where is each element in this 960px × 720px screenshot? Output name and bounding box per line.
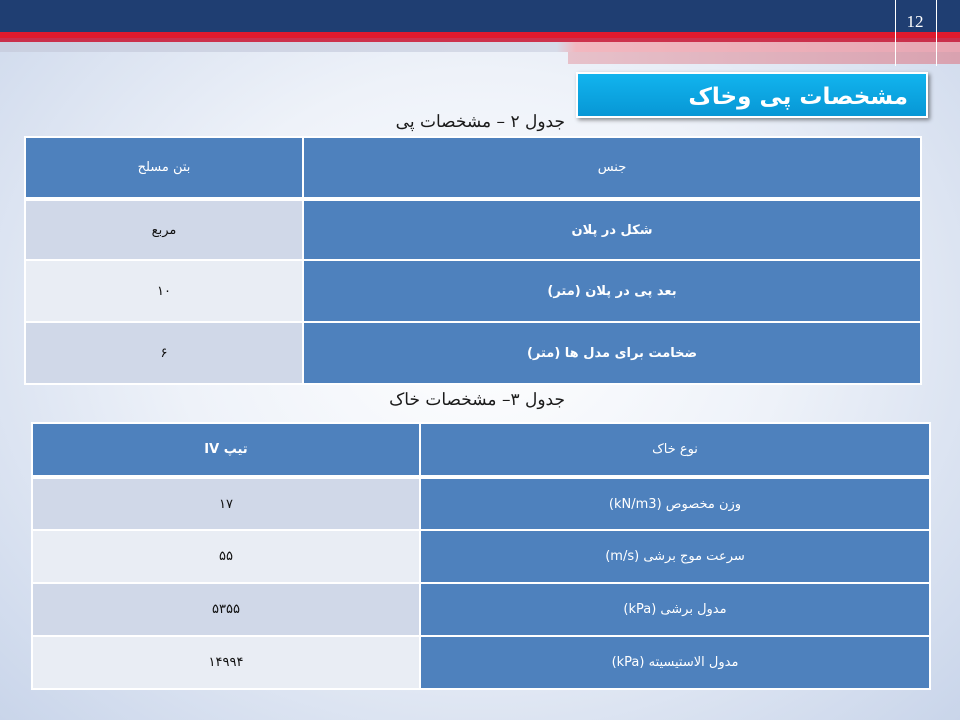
table2-caption: جدول ۲ – مشخصات پی	[395, 112, 565, 132]
table3-caption: جدول ۳– مشخصات خاک	[389, 390, 565, 410]
page-number-frame	[895, 0, 937, 66]
page-number: 12	[906, 12, 924, 31]
table-row	[25, 322, 921, 384]
header-key-cell: جنس	[303, 137, 921, 199]
table-row	[25, 260, 921, 322]
row-key-cell: شکل در پلان	[303, 199, 921, 260]
header-key-cell: نوع خاک	[420, 423, 930, 477]
row-value-cell: ۶	[25, 322, 303, 384]
table-row	[32, 477, 930, 530]
row-key-cell: وزن مخصوص (kN/m3)	[420, 477, 930, 530]
row-value-cell: ۱۴۹۹۴	[32, 636, 420, 689]
header-bar	[0, 0, 960, 32]
header-value-cell: تیپ IV	[32, 423, 420, 477]
row-value-cell: ۱۷	[32, 477, 420, 530]
row-key-cell: سرعت موج برشی (m/s)	[420, 530, 930, 583]
row-key-cell: مدول برشی (kPa)	[420, 583, 930, 636]
foundation-table	[24, 136, 922, 385]
slide-title: مشخصات پی وخاک	[576, 72, 928, 118]
table-header-row	[32, 423, 930, 477]
table-row	[32, 636, 930, 689]
row-value-cell: ۵۳۵۵	[32, 583, 420, 636]
table-row	[32, 530, 930, 583]
header-pink-band	[0, 42, 960, 52]
row-key-cell: مدول الاستیسیته (kPa)	[420, 636, 930, 689]
row-key-cell: ضخامت برای مدل ها (متر)	[303, 322, 921, 384]
row-key-cell: بعد پی در پلان (متر)	[303, 260, 921, 322]
table-header-row	[25, 137, 921, 199]
row-value-cell: ۱۰	[25, 260, 303, 322]
row-value-cell: مربع	[25, 199, 303, 260]
soil-table	[31, 422, 931, 690]
table-row	[25, 199, 921, 260]
row-value-cell: ۵۵	[32, 530, 420, 583]
table-row	[32, 583, 930, 636]
header-value-cell: بتن مسلح	[25, 137, 303, 199]
